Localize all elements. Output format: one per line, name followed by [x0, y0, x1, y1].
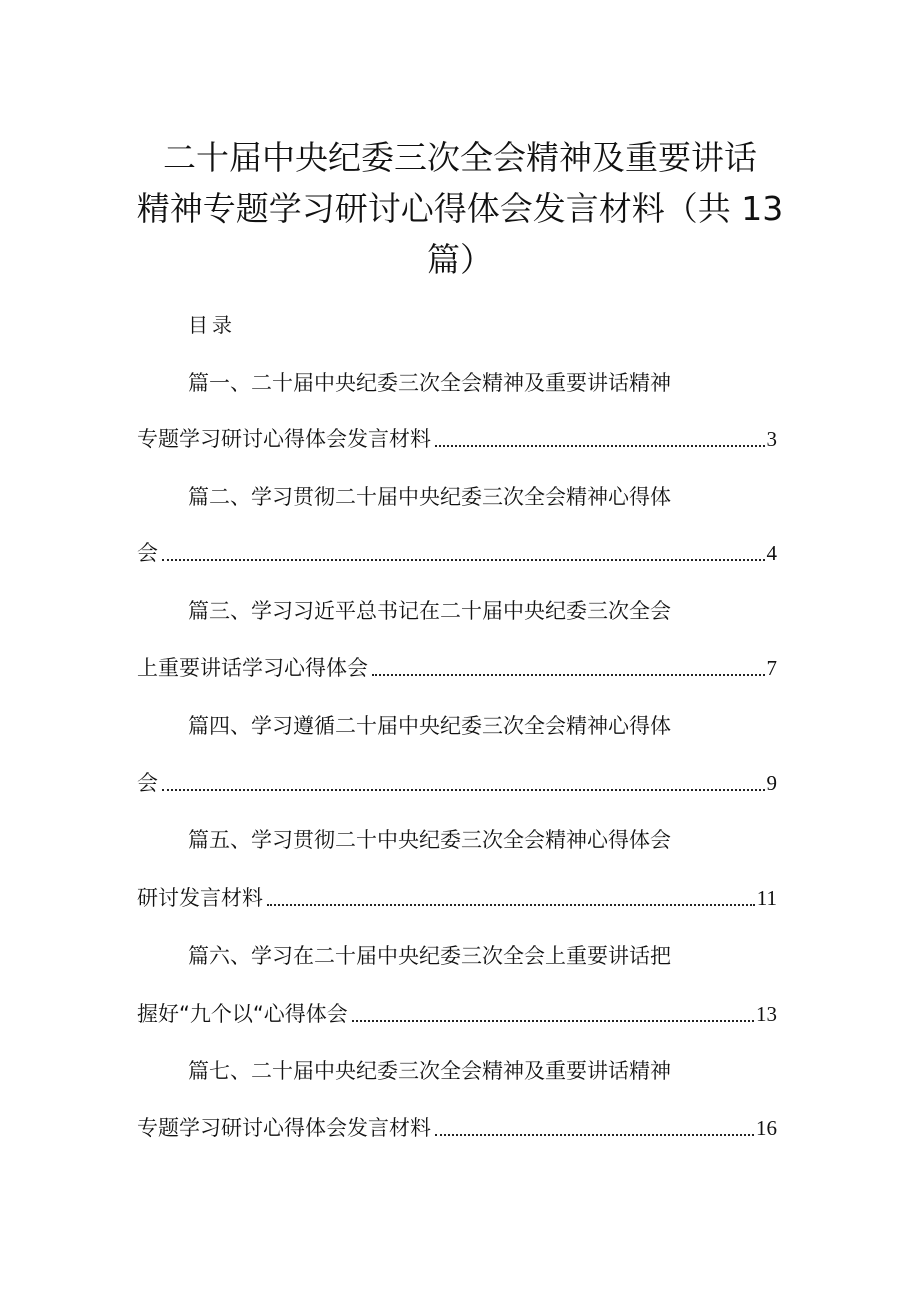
toc-entry-1-line1[interactable]: 篇一、二十届中央纪委三次全会精神及重要讲话精神: [188, 371, 671, 395]
dot-leader: [162, 788, 765, 791]
toc-entry-text: 专题学习研讨心得体会发言材料: [137, 1116, 431, 1140]
toc-entry-2-line2[interactable]: [137, 538, 777, 568]
toc-entry-5-line1[interactable]: 篇五、学习贯彻二十中央纪委三次全会精神心得体会: [188, 828, 671, 852]
toc-entry-text: 上重要讲话学习心得体会: [137, 656, 368, 680]
dot-leader: [162, 558, 765, 561]
toc-entry-text: 会: [137, 541, 158, 565]
toc-page-number: 4: [766, 541, 777, 565]
toc-entry-text: 研讨发言材料: [137, 886, 263, 910]
toc-page-number: 3: [766, 427, 777, 451]
toc-heading: 目录: [188, 313, 236, 337]
toc-entry-2-line1[interactable]: 篇二、学习贯彻二十届中央纪委三次全会精神心得体: [188, 485, 671, 509]
toc-page-number: 16: [756, 1116, 777, 1140]
document-title: [130, 132, 790, 285]
toc-entry-6-line1[interactable]: 篇六、学习在二十届中央纪委三次全会上重要讲话把: [188, 944, 671, 968]
toc-entry-text: 会: [137, 771, 158, 795]
dot-leader: [372, 673, 765, 676]
dot-leader: [435, 1133, 754, 1136]
toc-page-number: 11: [756, 886, 777, 910]
toc-page-number: 9: [766, 771, 777, 795]
toc-entry-5-line2[interactable]: [137, 883, 777, 913]
toc-entry-3-line1[interactable]: 篇三、学习习近平总书记在二十届中央纪委三次全会: [188, 599, 671, 623]
toc-entry-text: 握好“九个以“心得体会: [137, 1002, 348, 1026]
toc-entry-7-line1[interactable]: 篇七、二十届中央纪委三次全会精神及重要讲话精神: [188, 1059, 671, 1083]
toc-entry-7-line2[interactable]: [137, 1113, 777, 1143]
toc-entry-1-line2[interactable]: [137, 424, 777, 454]
dot-leader: [352, 1019, 754, 1022]
toc-entry-4-line1[interactable]: 篇四、学习遵循二十届中央纪委三次全会精神心得体: [188, 714, 671, 738]
title-line-3: 篇）: [427, 240, 493, 279]
toc-page-number: 7: [766, 656, 777, 680]
title-line-1: 二十届中央纪委三次全会精神及重要讲话: [163, 138, 757, 177]
dot-leader: [267, 903, 755, 906]
toc-entry-6-line2[interactable]: [137, 999, 777, 1029]
title-line-2: 精神专题学习研讨心得体会发言材料（共 13: [136, 189, 784, 228]
toc-entry-text: 专题学习研讨心得体会发言材料: [137, 427, 431, 451]
dot-leader: [435, 444, 765, 447]
toc-entry-3-line2[interactable]: [137, 653, 777, 683]
toc-entry-4-line2[interactable]: [137, 768, 777, 798]
toc-page-number: 13: [756, 1002, 777, 1026]
